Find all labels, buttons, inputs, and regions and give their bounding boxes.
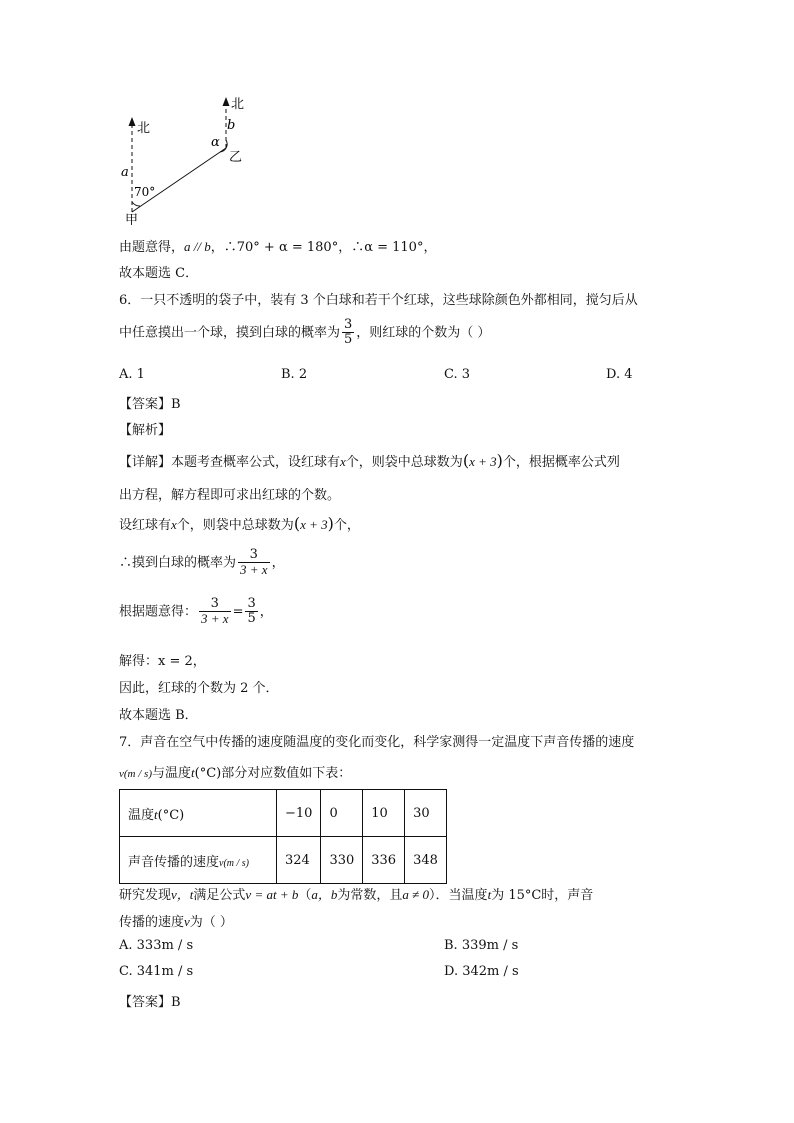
table-header-speed: 声音传播的速度v(m / s): [120, 837, 277, 884]
q7-line3: 研究发现v，t满足公式v = at + b（a，b为常数，且a ≠ 0）．当温度t为 15°C时，声音: [119, 887, 594, 903]
table-cell: 30: [405, 790, 447, 837]
label-yi: 乙: [229, 150, 243, 165]
q7-option-b: B. 339m / s: [444, 938, 519, 953]
q7-option-d: D. 342m / s: [444, 964, 519, 979]
table-cell: 336: [363, 837, 405, 884]
q6-option-b: B. 2: [281, 367, 308, 382]
q7-line2: v(m / s)与温度t(°C)部分对应数值如下表：: [119, 765, 352, 781]
table-cell: 324: [277, 837, 321, 884]
label-70deg: 70°: [134, 185, 156, 199]
q6-step2: ∴摸到白球的概率为 $\frac{3}{3 + x}$ ，: [119, 547, 285, 578]
path-line: [132, 148, 226, 212]
label-jia: 甲: [125, 213, 139, 225]
q6-step3-fraction-right: $\frac{3}{5}$: [247, 596, 256, 627]
table-cell: 330: [321, 837, 363, 884]
q6-step5: 因此，红球的个数为 2 个．: [119, 681, 279, 696]
north-arrow-right-icon: [223, 97, 230, 106]
q7-line4: 传播的速度v为（ ）: [119, 914, 233, 930]
q7-option-c: C. 341m / s: [119, 964, 194, 979]
table-cell: −10: [277, 790, 321, 837]
q6-step6: 故本题选 B．: [119, 708, 198, 723]
label-alpha: α: [211, 135, 220, 150]
table-row: [120, 790, 447, 837]
q6-step1: 设红球有x个，则袋中总球数为(x + 3)个，: [119, 514, 360, 533]
q6-step3: 根据题意得： $\frac{3}{3 + x}$ = $\frac{3}{5}$ ，: [119, 596, 273, 627]
q6-option-c: C. 3: [444, 367, 471, 382]
q6-line1: 6．一只不透明的袋子中，装有 3 个白球和若干个红球，这些球除颜色外都相同，搅匀后从: [119, 293, 638, 308]
ab-parallel: a // b: [184, 239, 211, 254]
q6-step4: 解得：x = 2，: [119, 654, 206, 669]
sol5-line2: 故本题选 C．: [119, 266, 199, 281]
label-north-left: 北: [137, 121, 151, 136]
sol5-line1: 由题意得，a // b，∴70° + α = 180°，∴α = 110°，: [119, 239, 437, 255]
q6-step3-fraction-left: $\frac{3}{3 + x}$: [201, 596, 229, 627]
q6-option-d: D. 4: [606, 367, 633, 382]
table-cell: 0: [321, 790, 363, 837]
table-row: [120, 837, 447, 884]
north-arrow-left-icon: [129, 117, 136, 126]
q6-line2: 中任意摸出一个球，摸到白球的概率为 $\frac{3}{5}$ ，则红球的个数为（ ）: [119, 317, 491, 348]
q7-line1: 7．声音在空气中传播的速度随温度的变化而变化，科学家测得一定温度下声音传播的速度: [119, 735, 635, 750]
q6-answer: 【答案】B: [119, 397, 181, 412]
q6-analysis-header: 【解析】: [119, 423, 172, 438]
q6-detail-line2: 出方程，解方程即可求出红球的个数。: [119, 488, 341, 503]
table-cell: 348: [405, 837, 447, 884]
q6-step2-fraction: $\frac{3}{3 + x}$: [240, 547, 268, 578]
label-b: b: [227, 118, 236, 133]
table-header-temperature: 温度t(°C): [120, 790, 277, 837]
table-cell: 10: [363, 790, 405, 837]
q6-fraction: $\frac{3}{5}$: [344, 317, 353, 348]
temperature-speed-table: [119, 789, 447, 884]
angle-arc-70: [132, 202, 140, 206]
direction-figure: [110, 90, 270, 225]
q6-detail-line1: 【详解】本题考查概率公式，设红球有x个，则袋中总球数为(x + 3)个，根据概率公式列: [119, 451, 620, 470]
q7-option-a: A. 333m / s: [119, 938, 194, 953]
q6-option-a: A. 1: [119, 367, 145, 382]
q7-answer: 【答案】B: [119, 995, 181, 1010]
label-north-right: 北: [231, 97, 245, 112]
label-a: a: [121, 165, 129, 180]
